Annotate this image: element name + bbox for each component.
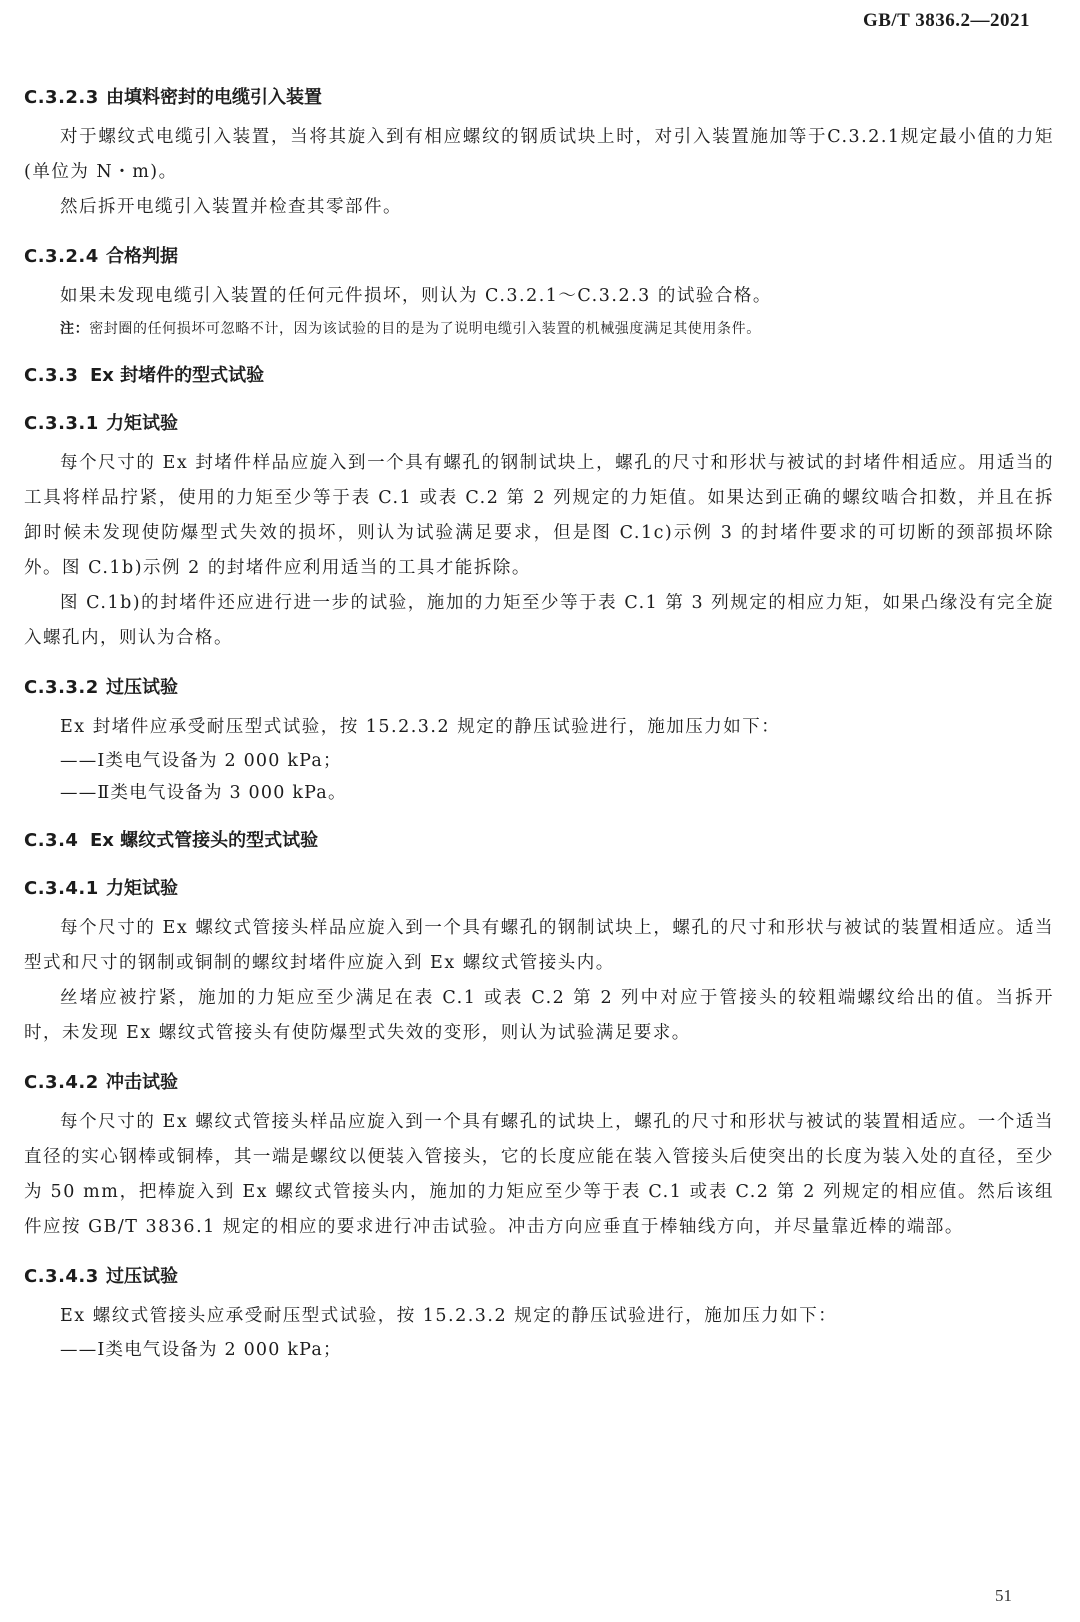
note [24,314,1054,344]
section-title: Ex 螺纹式管接头的型式试验 [90,830,319,851]
dash-list-item: ——Ⅰ类电气设备为 2 000 kPa； [60,1340,342,1360]
section-heading [24,819,1054,863]
section-number: C.3.2.3 [24,87,99,108]
dash-list-item: ——Ⅰ类电气设备为 2 000 kPa； [60,751,342,771]
paragraph: 每个尺寸的 Ex 螺纹式管接头样品应旋入到一个具有螺孔的钢制试块上，螺孔的尺寸和形状与被试的装置相适应。适当型式和尺寸的钢制或铜制的螺纹封堵件应旋入到 Ex 螺纹式管接头内。 [24,918,1054,973]
section-title: 冲击试验 [106,1072,178,1093]
note-label: 注： [60,321,90,337]
section-heading [24,1255,1054,1299]
paragraph: Ex 螺纹式管接头应承受耐压型式试验，按 15.2.3.2 规定的静压试验进行，施加压力如下： [60,1306,838,1326]
section-heading [24,666,1054,710]
section-number: C.3.4.1 [24,878,99,899]
dash-list-item: ——Ⅱ类电气设备为 3 000 kPa。 [60,783,347,803]
section-heading [24,354,1054,398]
section-title: Ex 封堵件的型式试验 [90,365,265,386]
section-title: 力矩试验 [106,878,178,899]
document-body [24,76,1054,1366]
section-title: 过压试验 [106,1266,178,1287]
section-number: C.3.3 [24,365,79,386]
section-number: C.3.4.2 [24,1072,99,1093]
section-heading [24,402,1054,446]
page-number: 51 [995,1586,1012,1605]
paragraph: 然后拆开电缆引入装置并检查其零部件。 [60,197,402,217]
paragraph: 如果未发现电缆引入装置的任何元件损坏，则认为 C.3.2.1～C.3.2.3 的试验合格。 [60,286,772,306]
paragraph: Ex 封堵件应承受耐压型式试验，按 15.2.3.2 规定的静压试验进行，施加压力如下： [60,717,781,737]
section-heading [24,867,1054,911]
paragraph: 每个尺寸的 Ex 螺纹式管接头样品应旋入到一个具有螺孔的试块上，螺孔的尺寸和形状与被试的装置相适应。一个适当直径的实心钢棒或铜棒，其一端是螺纹以便装入管接头，它的长度应能在装入管接头后使突出的长度为装入处的直径，至少为 50 mm，把棒旋入到 Ex 螺纹式管接头内，施加的力矩应至少等于表 C.1 或表 C.2 第 2 列规定的相应值。然后该组件应按 GB/T 3836.1 规定的相应的要求进行冲击试验。冲击方向应垂直于棒轴线方向，并尽量靠近棒的端部。 [24,1112,1054,1237]
standard-number: GB/T 3836.2—2021 [862,10,1030,31]
section-title: 由填料密封的电缆引入装置 [106,87,322,108]
section-title: 过压试验 [106,677,178,698]
paragraph: 丝堵应被拧紧，施加的力矩应至少满足在表 C.1 或表 C.2 第 2 列中对应于管接头的较粗端螺纹给出的值。当拆开时，未发现 Ex 螺纹式管接头有使防爆型式失效的变形，则认为试验满足要求。 [24,988,1054,1043]
note-text: 密封圈的任何损坏可忽略不计，因为该试验的目的是为了说明电缆引入装置的机械强度满足其使用条件。 [89,321,761,337]
section-heading [24,1061,1054,1105]
paragraph: 图 C.1b)的封堵件还应进行进一步的试验，施加的力矩至少等于表 C.1 第 3 列规定的相应力矩，如果凸缘没有完全旋入螺孔内，则认为合格。 [24,593,1054,648]
paragraph: 对于螺纹式电缆引入装置，当将其旋入到有相应螺纹的钢质试块上时，对引入装置施加等于C.3.2.1规定最小值的力矩(单位为 N・m)。 [24,127,1054,182]
section-number: C.3.4.3 [24,1266,99,1287]
section-number: C.3.2.4 [24,246,99,267]
section-number: C.3.3.1 [24,413,99,434]
section-number: C.3.4 [24,830,79,851]
section-title: 合格判据 [106,246,178,267]
paragraph: 每个尺寸的 Ex 封堵件样品应旋入到一个具有螺孔的钢制试块上，螺孔的尺寸和形状与被试的封堵件相适应。用适当的工具将样品拧紧，使用的力矩至少等于表 C.1 或表 C.2 第 2 列规定的力矩值。如果达到正确的螺纹啮合扣数，并且在拆卸时候未发现使防爆型式失效的损坏，则认为试验满足要求，但是图 C.1c)示例 3 的封堵件要求的可切断的颈部损坏除外。图 C.1b)示例 2 的封堵件应利用适当的工具才能拆除。 [24,453,1054,578]
section-title: 力矩试验 [106,413,178,434]
section-heading [24,235,1054,279]
section-heading [24,76,1054,120]
section-number: C.3.3.2 [24,677,99,698]
